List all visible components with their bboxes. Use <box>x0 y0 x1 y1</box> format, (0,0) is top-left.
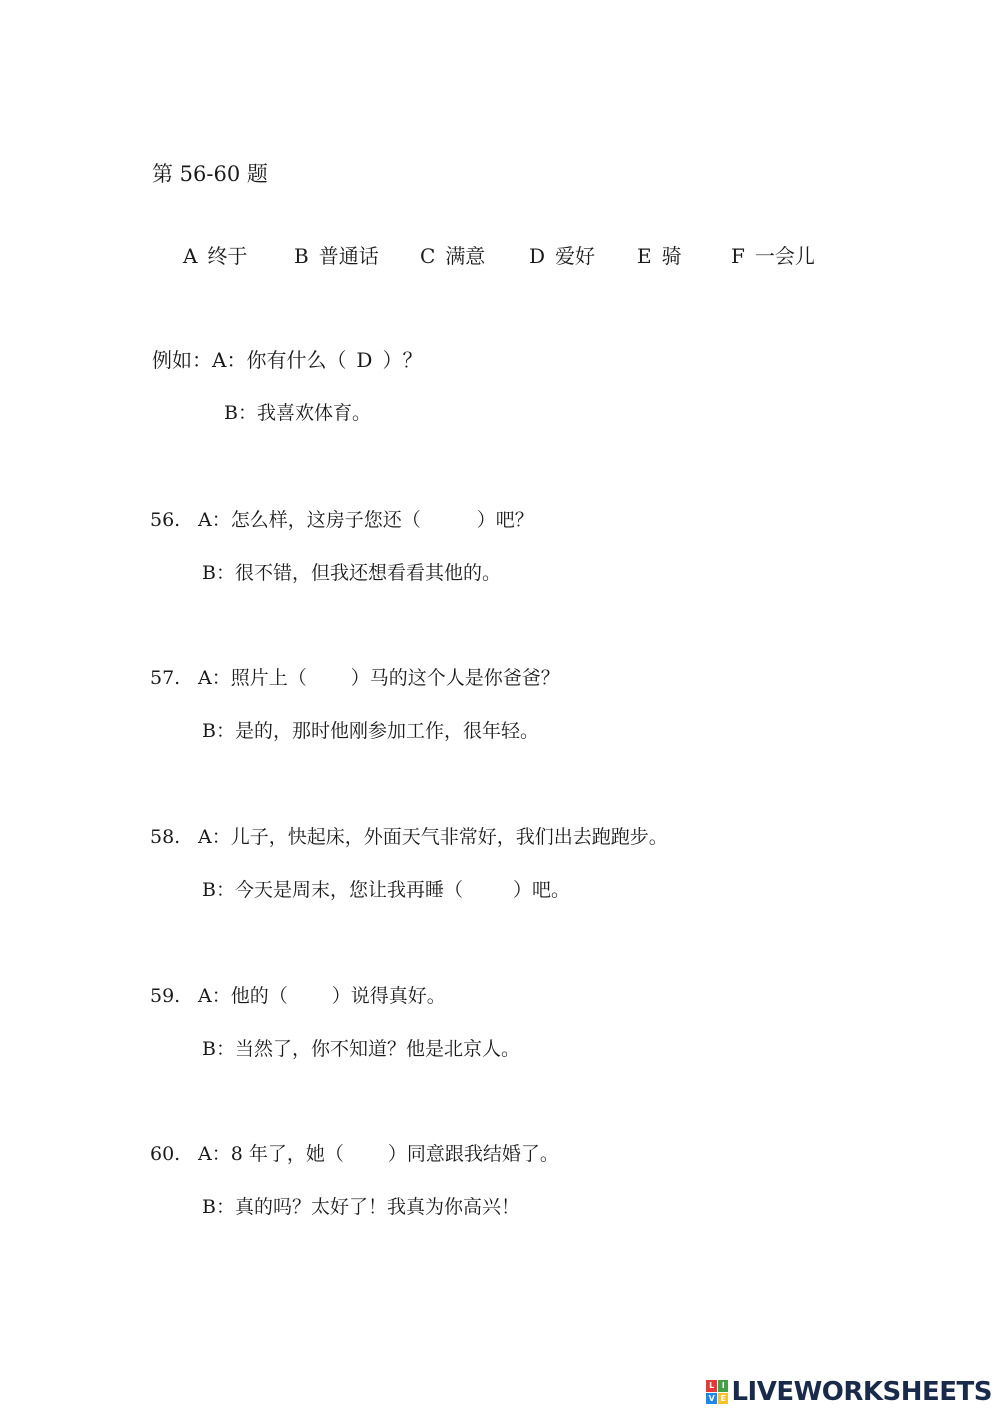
q56-a-after: ）吧？ <box>476 509 534 531</box>
q60-b-text: 真的吗？太好了！我真为你高兴！ <box>234 1196 520 1218</box>
question-number: 58. <box>150 826 181 848</box>
brand-name: LIVEWORKSHEETS <box>731 1377 992 1407</box>
q58-b-after: ）吧。 <box>512 879 570 901</box>
q59-line-b <box>202 1034 520 1061</box>
speaker-a-label: A： <box>212 348 247 372</box>
speaker-b-label: B： <box>202 720 235 742</box>
q56-b-text: 很不错，但我还想看看其他的。 <box>234 562 501 584</box>
liveworksheets-watermark[interactable] <box>706 1377 992 1407</box>
q57-b-text: 是的，那时他刚参加工作，很年轻。 <box>234 720 539 742</box>
example-line-a <box>152 344 422 373</box>
logo-cell: E <box>718 1393 729 1405</box>
q58-line-b <box>202 875 570 902</box>
question-number: 59. <box>150 985 181 1007</box>
option-word: 普通话 <box>318 244 379 268</box>
option-letter: F <box>731 244 745 268</box>
q57-line-b <box>202 716 539 743</box>
example-prefix: 例如： <box>152 348 212 372</box>
q59-a-before: 他的（ <box>230 985 288 1007</box>
q57-a-after: ）马的这个人是你爸爸？ <box>350 667 560 689</box>
q60-line-b <box>202 1192 520 1219</box>
option-b <box>294 240 379 269</box>
q56-a-before: 怎么样，这房子您还（ <box>230 509 421 531</box>
option-letter: E <box>637 244 652 268</box>
option-word: 满意 <box>445 244 486 268</box>
option-word: 一会儿 <box>754 244 815 268</box>
q60-a-before: 8 年了，她（ <box>230 1143 344 1165</box>
logo-cell: L <box>706 1380 717 1392</box>
section-title: 第 56-60 题 <box>152 162 268 186</box>
speaker-a-label: A： <box>198 1143 231 1165</box>
option-a <box>183 240 247 269</box>
example-line-b <box>224 398 371 425</box>
logo-cell: V <box>706 1393 717 1405</box>
example-answer: D <box>356 348 373 372</box>
option-e <box>637 240 682 269</box>
option-letter: C <box>420 244 436 268</box>
option-letter: D <box>529 244 546 268</box>
q57-line-a <box>150 663 560 690</box>
question-number: 60. <box>150 1143 181 1165</box>
question-number: 56. <box>150 509 181 531</box>
speaker-b-label: B： <box>202 879 235 901</box>
q58-line-a <box>150 822 668 849</box>
option-letter: B <box>294 244 309 268</box>
logo-cell: I <box>718 1380 729 1392</box>
q58-b-before: 今天是周末，您让我再睡（ <box>234 879 463 901</box>
q56-line-a <box>150 505 534 532</box>
speaker-a-label: A： <box>198 667 231 689</box>
speaker-b-label: B： <box>224 402 257 424</box>
liveworksheets-logo-icon <box>706 1380 728 1404</box>
option-f <box>731 240 815 269</box>
example-a-before: 你有什么（ <box>246 348 347 372</box>
q60-line-a <box>150 1139 559 1166</box>
speaker-a-label: A： <box>198 985 231 1007</box>
speaker-b-label: B： <box>202 562 235 584</box>
example-a-after: ）？ <box>382 348 423 372</box>
speaker-b-label: B： <box>202 1038 235 1060</box>
speaker-b-label: B： <box>202 1196 235 1218</box>
speaker-a-label: A： <box>198 826 231 848</box>
q57-a-before: 照片上（ <box>230 667 307 689</box>
q60-a-after: ）同意跟我结婚了。 <box>387 1143 559 1165</box>
q56-line-b <box>202 558 501 585</box>
option-c <box>420 240 485 269</box>
option-word: 爱好 <box>555 244 596 268</box>
option-d <box>529 240 595 269</box>
q59-line-a <box>150 981 446 1008</box>
question-number: 57. <box>150 667 181 689</box>
q59-b-text: 当然了，你不知道？他是北京人。 <box>234 1038 520 1060</box>
example-b-text: 我喜欢体育。 <box>256 402 371 424</box>
option-letter: A <box>183 244 198 268</box>
option-word: 终于 <box>207 244 248 268</box>
option-word: 骑 <box>661 244 682 268</box>
q58-a-text: 儿子，快起床，外面天气非常好，我们出去跑跑步。 <box>230 826 668 848</box>
speaker-a-label: A： <box>198 509 231 531</box>
q59-a-after: ）说得真好。 <box>331 985 446 1007</box>
